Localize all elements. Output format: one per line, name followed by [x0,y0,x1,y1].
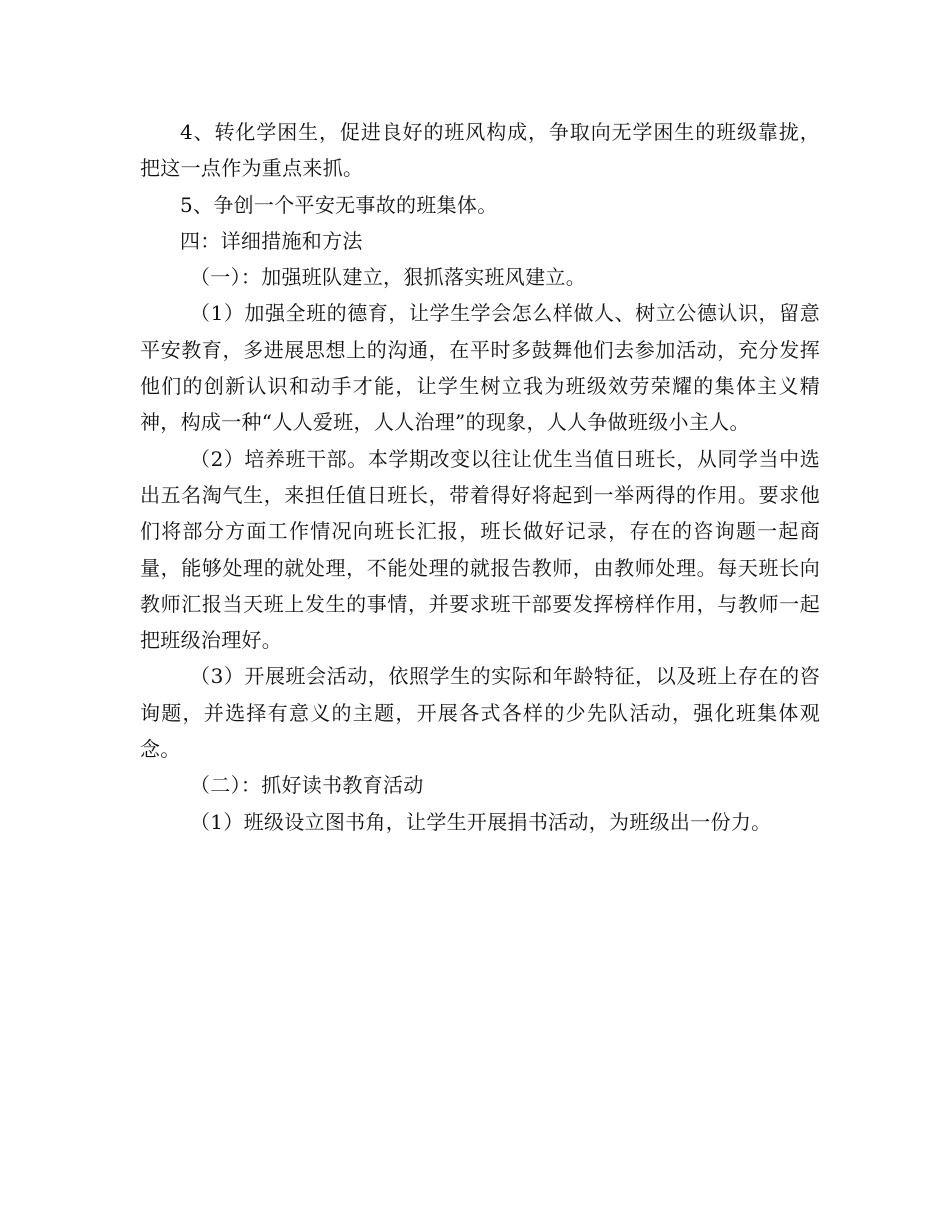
section-heading-measures: 四：详细措施和方法 [180,228,363,253]
subsection-heading-1: （一）：加强班队建立，狠抓落实班风建立。 [190,265,586,290]
paragraph-item-2-cadres: （2）培养班干部。本学期改变以往让优生当值日班长，从同学当中选出五名淘气生，来担任值日班长，带着得好将起到一举两得的作用。要求他们将部分方面工作情况向班长汇报，班长做好记录，存在的咨询题一起商量，能够处理的就处理，不能处理的就报告教师，由教师处理。每天班长向教师汇报当天班上发生的事情，并要求班干部要发挥榜样作用，与教师一起把班级治理好。 [140,446,820,653]
document-body [140,114,820,840]
paragraph-goal-5: 5、争创一个平安无事故的班集体。 [180,192,498,217]
subsection-heading-2: （二）：抓好读书教育活动 [190,773,424,798]
paragraph-item-1-moral: （1）加强全班的德育，让学生学会怎么样做人、树立公德认识，留意平安教育，多进展思想上的沟通，在平时多鼓舞他们去参加活动，充分发挥他们的创新认识和动手才能，让学生树立我为班级效劳荣耀的集体主义精神，构成一种“人人爱班，人人治理”的现象，人人争做班级小主人。 [140,301,820,435]
paragraph-item-3-meetings: （3）开展班会活动，依照学生的实际和年龄特征，以及班上存在的咨询题，并选择有意义的主题，开展各式各样的少先队活动，强化班集体观念。 [140,664,820,762]
paragraph-item-1-library: （1）班级设立图书角，让学生开展捐书活动，为班级出一份力。 [190,809,772,834]
paragraph-goal-4: 4、转化学困生，促进良好的班风构成，争取向无学困生的班级靠拢，把这一点作为重点来抓。 [140,120,820,181]
